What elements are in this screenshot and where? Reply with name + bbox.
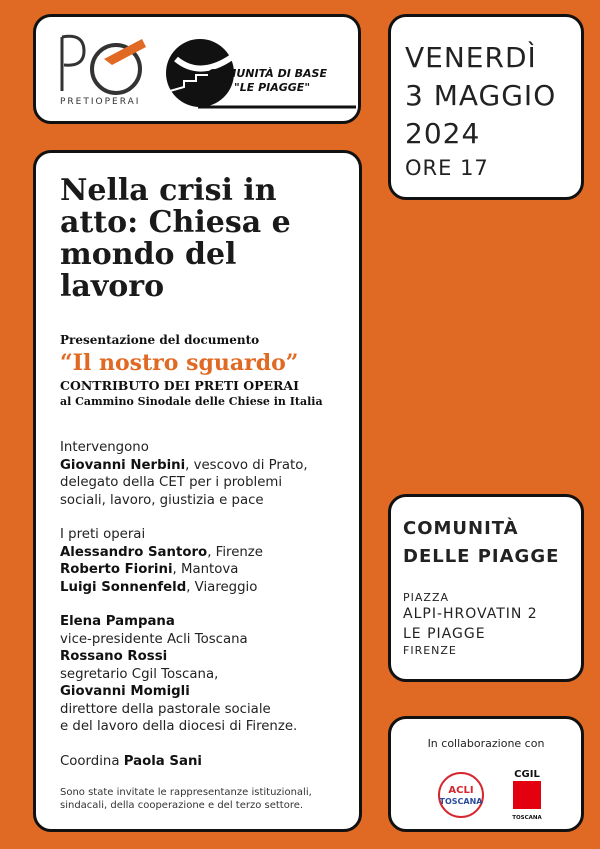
contribution-subline: al Cammino Sinodale delle Chiese in Italia xyxy=(60,395,323,408)
speaker-pampana xyxy=(60,613,359,631)
acli-toscana-logo xyxy=(425,771,497,819)
speaker-role: , vescovo di Prato, xyxy=(185,457,308,473)
speaker-role-line: delegato della CET per i problemi xyxy=(60,475,283,490)
coordinator-label: Coordina xyxy=(60,753,124,769)
speaker-name: Elena Pampana xyxy=(60,614,175,629)
preti-name: Luigi Sonnenfeld xyxy=(60,579,187,595)
cdb-subtitle: "LE PIAGGE" xyxy=(234,81,311,94)
invitation-note: Sono state invitate le rappresentanze istituzionali, sindacali, della cooperazione e del terzo settore. xyxy=(60,787,312,811)
acli-text: ACLI xyxy=(448,785,474,796)
venue-piazza: PIAZZA xyxy=(403,591,449,604)
coordinator xyxy=(60,753,359,771)
speaker-momigli xyxy=(60,683,359,701)
preti-item xyxy=(60,544,359,562)
cgil-toscana-logo xyxy=(509,767,545,825)
preti-name: Alessandro Santoro xyxy=(60,544,208,560)
venue-name-line2: DELLE PIAGGE xyxy=(403,546,560,567)
speaker-name: Rossano Rossi xyxy=(60,649,168,664)
preti-place: , Mantova xyxy=(172,562,239,577)
preti-place: , Viareggio xyxy=(186,579,258,595)
speaker-role: vice-presidente Acli Toscana xyxy=(60,631,248,647)
speaker-role: e del lavoro della diocesi di Firenze. xyxy=(60,719,298,734)
venue-panel xyxy=(388,494,584,682)
speaker-role-line: sociali, lavoro, giustizia e pace xyxy=(60,492,264,508)
speaker-role: segretario Cgil Toscana, xyxy=(60,666,219,682)
cdb-title: COMUNITÀ DI BASE xyxy=(208,67,327,80)
venue-street: ALPI-HROVATIN 2 xyxy=(403,606,538,622)
speaker-name: Giovanni Momigli xyxy=(60,684,190,699)
venue-area: LE PIAGGE xyxy=(403,626,486,642)
speaker-nerbini xyxy=(60,457,359,475)
main-panel xyxy=(33,150,362,832)
preti-name: Roberto Fiorini xyxy=(60,562,173,577)
contribution-line: CONTRIBUTO DEI PRETI OPERAI xyxy=(60,378,299,393)
page-title: Nella crisi in atto: Chiesa e mondo del lavoro xyxy=(60,173,291,304)
logos-panel xyxy=(33,14,361,124)
intervengono-label: Intervengono xyxy=(60,440,149,455)
event-day: VENERDÌ xyxy=(405,41,537,74)
event-time: ORE 17 xyxy=(405,156,489,180)
venue-city: FIRENZE xyxy=(403,644,457,657)
event-date: 3 MAGGIO xyxy=(405,79,557,112)
pretioperai-label: PRETIOPERAI xyxy=(60,97,141,107)
collaboration-label: In collaborazione con xyxy=(427,737,545,750)
venue-name-line1: COMUNITÀ xyxy=(403,518,519,539)
collaboration-panel xyxy=(388,716,584,832)
cgil-text: CGIL xyxy=(514,769,540,780)
event-year: 2024 xyxy=(405,117,481,150)
date-panel xyxy=(388,14,584,200)
speakers-list xyxy=(60,439,359,770)
cgil-subtext: TOSCANA xyxy=(512,815,542,821)
preti-label: I preti operai xyxy=(60,527,146,542)
document-title: “Il nostro sguardo” xyxy=(60,350,299,376)
coordinator-name: Paola Sani xyxy=(123,753,202,769)
speaker-role: direttore della pastorale sociale xyxy=(60,701,271,717)
speaker-name: Giovanni Nerbini xyxy=(60,457,186,473)
preti-item xyxy=(60,579,359,597)
presentation-label: Presentazione del documento xyxy=(60,333,260,347)
preti-item xyxy=(60,561,359,579)
speaker-rossi xyxy=(60,648,359,666)
preti-place: , Firenze xyxy=(207,544,263,560)
acli-subtext: TOSCANA xyxy=(439,797,483,806)
